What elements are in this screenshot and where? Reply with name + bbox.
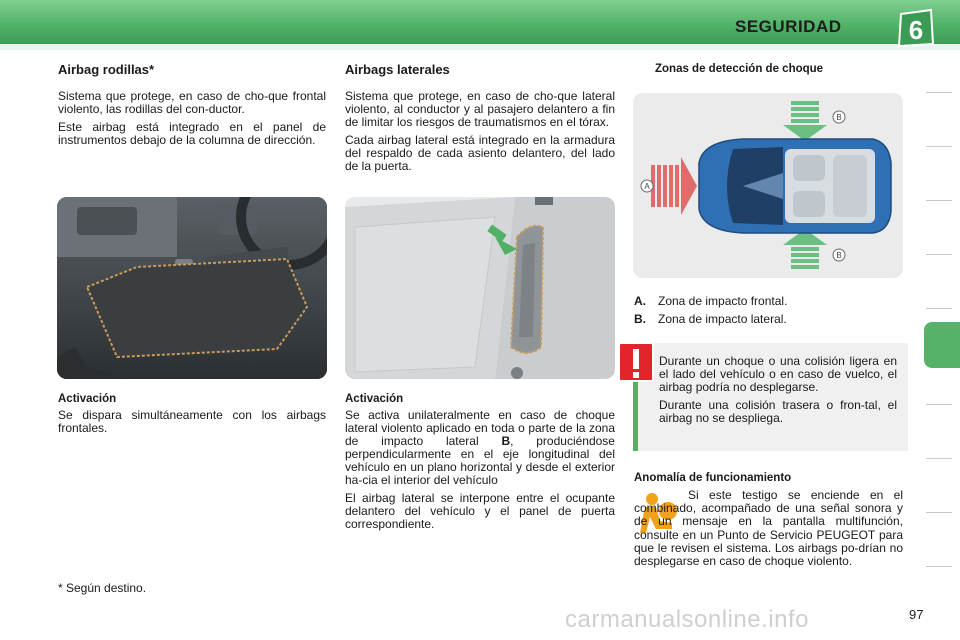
anomaly-text: Si este testigo se enciende en el combinado, acompañado de una señal sonora y de un mensaje en la pantalla multifunción, consulte en un Punto de Servicio PEUGEOT para que le revisen el sistema. Los airbags po-drían no desplegarse en caso de choque violento. (634, 488, 903, 569)
knee-airbag-paragraph-1: Sistema que protege, en caso de cho-que frontal violento, las rodillas del con-ductor. (58, 89, 326, 116)
zone-legend (634, 292, 904, 328)
chapter-badge (897, 8, 935, 48)
watermark: carmanualsonline.info (565, 606, 809, 633)
exclamation-warning-icon (617, 341, 655, 383)
page-number: 97 (909, 607, 924, 622)
warning-paragraph-2: Durante una colisión trasera o fron-tal, el airbag no se despliega. (659, 398, 897, 425)
warning-text (659, 355, 897, 425)
legend-item-zone-a: A. Zona de impacto frontal. (634, 294, 788, 308)
zone-b-reference: B (501, 434, 511, 448)
anomaly-heading: Anomalía de funcionamiento (634, 472, 792, 484)
knee-activation-heading: Activación (58, 393, 117, 405)
knee-airbag-figure (57, 197, 327, 379)
knee-airbag-paragraph-2: Este airbag está integrado en el panel de instrumentos debajo de la columna de dirección. (58, 120, 326, 147)
side-airbag-figure (345, 197, 615, 379)
detection-zones-diagram (633, 93, 903, 278)
chapter-tab-active[interactable] (924, 322, 960, 368)
diagram-label-b-top: B (836, 113, 842, 122)
legend-item-zone-b: B. Zona de impacto lateral. (634, 312, 787, 326)
warning-paragraph-1: Durante un choque o una colisión ligera en el lado del vehículo o en caso de vuelco, el airbag podría no desplegarse. (659, 354, 897, 394)
side-airbags-paragraph-1: Sistema que protege, en caso de cho-que lateral violento, al conductor y al pasajero delantero a fin de limitar los riesgos de traumatismos en el tórax. (345, 89, 615, 129)
column-knee-airbag (58, 62, 326, 147)
side-activation-text: Se activa unilateralmente en caso de choque lateral violento aplicado en toda o parte de la zona de impacto lateral B, produciéndose perpendicularmente en el eje longitudinal del vehículo en un plano horizontal y desde el exterior ha-cia el interior del vehículo (345, 408, 615, 487)
column-side-airbags (345, 62, 615, 173)
side-activation-heading: Activación (345, 393, 404, 405)
section-heading-side-airbags: Airbags laterales (345, 62, 450, 77)
diagram-label-b-bottom: B (836, 251, 842, 260)
page-title: SEGURIDAD (735, 17, 842, 36)
side-airbags-paragraph-3: El airbag lateral se interpone entre el ocupante delantero del vehículo y el panel de puerta correspondiente. (345, 491, 615, 531)
knee-activation-text: Se dispara simultáneamente con los airbags frontales. (58, 408, 326, 435)
footnote: * Según destino. (58, 581, 147, 595)
chapter-number: 6 (908, 15, 924, 45)
knee-activation-section (58, 393, 326, 435)
header-underline (0, 44, 960, 50)
side-activation-section (345, 393, 615, 531)
section-heading-knee-airbag: Airbag rodillas* (58, 62, 155, 77)
diagram-label-a: A (644, 182, 650, 191)
side-airbags-paragraph-2: Cada airbag lateral está integrado en la armadura del respaldo de cada asiento delantero, del lado de la puerta. (345, 133, 615, 173)
section-heading-detection-zones: Zonas de detección de choque (655, 63, 824, 75)
